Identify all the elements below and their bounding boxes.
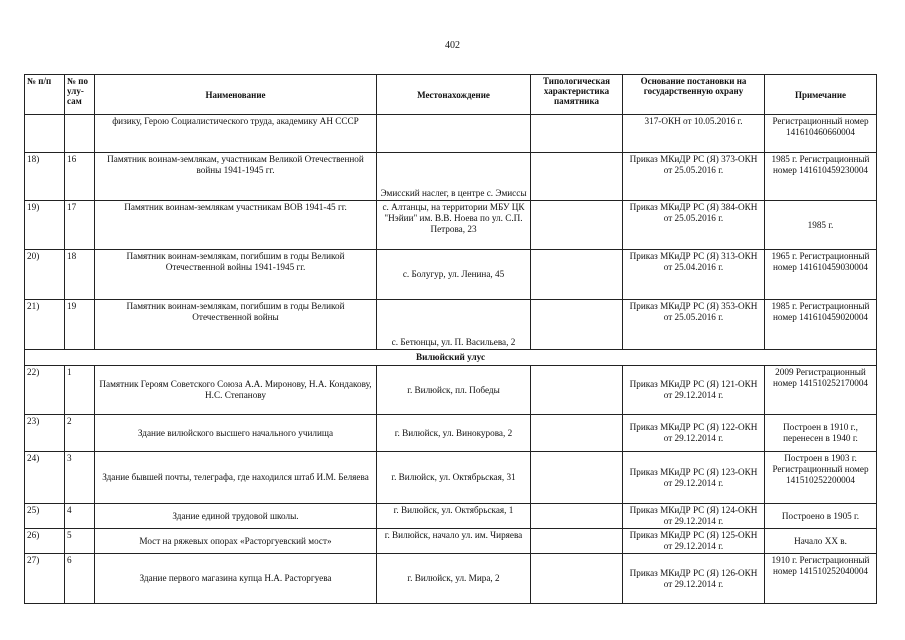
table-row [25, 529, 877, 554]
cell-location: г. Вилюйск, ул. Октябрьская, 31 [377, 452, 531, 504]
cell-note: Регистрационный номер 141610460660004 [765, 115, 877, 153]
table-row [25, 452, 877, 504]
cell-name: Мост на ряжевых опорах «Расторгуевский мост» [95, 529, 377, 554]
header-cell: Типологическая характеристика памятника [531, 75, 623, 115]
table-header-row [25, 75, 877, 115]
cell-num: 26) [25, 529, 65, 554]
cell-ulus-num: 18 [65, 250, 95, 300]
cell-type [531, 452, 623, 504]
cell-note: 1985 г. Регистрационный номер 141610459230004 [765, 153, 877, 201]
cell-basis: Приказ МКиДР РС (Я) 384-ОКН от 25.05.2016 г. [623, 201, 765, 250]
cell-type [531, 115, 623, 153]
cell-num: 24) [25, 452, 65, 504]
cell-type [531, 504, 623, 529]
cell-basis: Приказ МКиДР РС (Я) 353-ОКН от 25.05.2016 г. [623, 300, 765, 350]
header-cell: № п/п [25, 75, 65, 115]
cell-name: Памятник воинам-землякам, погибшим в годы Великой Отечественной войны 1941-1945 гг. [95, 250, 377, 300]
table-row [25, 504, 877, 529]
cell-name: Памятник воинам-землякам участникам ВОВ 1941-45 гг. [95, 201, 377, 250]
cell-name: Здание единой трудовой школы. [95, 504, 377, 529]
cell-name: Памятник Героям Советского Союза А.А. Миронову, Н.А. Кондакову, Н.С. Степанову [95, 366, 377, 415]
cell-name: Здание первого магазина купца Н.А. Расторгуева [95, 554, 377, 604]
cell-location: Эмисский наслег, в центре с. Эмиссы [377, 153, 531, 201]
cell-ulus-num: 19 [65, 300, 95, 350]
cell-ulus-num: 16 [65, 153, 95, 201]
cell-name: Памятник воинам-землякам, участникам Великой Отечественной войны 1941-1945 гг. [95, 153, 377, 201]
cell-location: с. Алтанцы, на территории МБУ ЦК "Нэйии" им. В.В. Ноева по ул. С.П. Петрова, 23 [377, 201, 531, 250]
cell-type [531, 415, 623, 452]
cell-ulus-num: 6 [65, 554, 95, 604]
cell-basis: Приказ МКиДР РС (Я) 124-ОКН от 29.12.2014 г. [623, 504, 765, 529]
cell-basis: Приказ МКиДР РС (Я) 126-ОКН от 29.12.2014 г. [623, 554, 765, 604]
cell-num: 20) [25, 250, 65, 300]
cell-location: г. Вилюйск, начало ул. им. Чиряева [377, 529, 531, 554]
cell-name: Здание бывшей почты, телеграфа, где находился штаб И.М. Беляева [95, 452, 377, 504]
cell-type [531, 300, 623, 350]
cell-location [377, 115, 531, 153]
cell-ulus-num: 17 [65, 201, 95, 250]
section-title: Вилюйский улус [25, 350, 877, 366]
cell-basis: 317-ОКН от 10.05.2016 г. [623, 115, 765, 153]
table-row [25, 153, 877, 201]
cell-location: г. Вилюйск, пл. Победы [377, 366, 531, 415]
cell-type [531, 529, 623, 554]
table-row [25, 415, 877, 452]
table-row [25, 554, 877, 604]
table-row [25, 201, 877, 250]
cell-note: 1985 г. [765, 201, 877, 250]
cell-note: Построено в 1905 г. [765, 504, 877, 529]
header-cell: № по улу-сам [65, 75, 95, 115]
header-cell: Наименование [95, 75, 377, 115]
page-number: 402 [445, 40, 460, 51]
cell-location: г. Вилюйск, ул. Октябрьская, 1 [377, 504, 531, 529]
cell-basis: Приказ МКиДР РС (Я) 123-ОКН от 29.12.2014 г. [623, 452, 765, 504]
cell-name: Здание вилюйского высшего начального училища [95, 415, 377, 452]
cell-basis: Приказ МКиДР РС (Я) 125-ОКН от 29.12.2014 г. [623, 529, 765, 554]
cell-note: Начало XX в. [765, 529, 877, 554]
cell-note: 1965 г. Регистрационный номер 141610459030004 [765, 250, 877, 300]
header-cell: Примечание [765, 75, 877, 115]
cell-note: 1910 г. Регистрационный номер 141510252040004 [765, 554, 877, 604]
table-row [25, 115, 877, 153]
cell-type [531, 153, 623, 201]
cell-basis: Приказ МКиДР РС (Я) 122-ОКН от 29.12.2014 г. [623, 415, 765, 452]
cell-name: Памятник воинам-землякам, погибшим в годы Великой Отечественной войны [95, 300, 377, 350]
cell-ulus-num: 3 [65, 452, 95, 504]
header-cell: Основание постановки на государственную охрану [623, 75, 765, 115]
cell-num: 22) [25, 366, 65, 415]
cell-type [531, 554, 623, 604]
cell-num: 25) [25, 504, 65, 529]
cell-type [531, 366, 623, 415]
cell-num: 21) [25, 300, 65, 350]
cell-basis: Приказ МКиДР РС (Я) 121-ОКН от 29.12.2014 г. [623, 366, 765, 415]
cell-ulus-num: 4 [65, 504, 95, 529]
cell-type [531, 250, 623, 300]
cell-note: Построен в 1910 г., перенесен в 1940 г. [765, 415, 877, 452]
cell-note: 1985 г. Регистрационный номер 141610459020004 [765, 300, 877, 350]
cell-ulus-num: 2 [65, 415, 95, 452]
table-row [25, 250, 877, 300]
monuments-table [24, 74, 877, 604]
cell-name: физику, Герою Социалистического труда, академику АН СССР [95, 115, 377, 153]
header-cell: Местонахождение [377, 75, 531, 115]
cell-num: 23) [25, 415, 65, 452]
cell-ulus-num: 5 [65, 529, 95, 554]
cell-num: 18) [25, 153, 65, 201]
cell-location: г. Вилюйск, ул. Мира, 2 [377, 554, 531, 604]
cell-basis: Приказ МКиДР РС (Я) 313-ОКН от 25.04.2016 г. [623, 250, 765, 300]
cell-num: 27) [25, 554, 65, 604]
section-row [25, 350, 877, 366]
cell-note: Построен в 1903 г. Регистрационный номер 141510252200004 [765, 452, 877, 504]
table-row [25, 300, 877, 350]
cell-num [25, 115, 65, 153]
cell-num: 19) [25, 201, 65, 250]
cell-note: 2009 Регистрационный номер 141510252170004 [765, 366, 877, 415]
cell-ulus-num: 1 [65, 366, 95, 415]
cell-location: с. Болугур, ул. Ленина, 45 [377, 250, 531, 300]
cell-location: г. Вилюйск, ул. Винокурова, 2 [377, 415, 531, 452]
table-row [25, 366, 877, 415]
cell-location: с. Бетюнцы, ул. П. Васильева, 2 [377, 300, 531, 350]
cell-type [531, 201, 623, 250]
cell-basis: Приказ МКиДР РС (Я) 373-ОКН от 25.05.2016 г. [623, 153, 765, 201]
cell-ulus-num [65, 115, 95, 153]
